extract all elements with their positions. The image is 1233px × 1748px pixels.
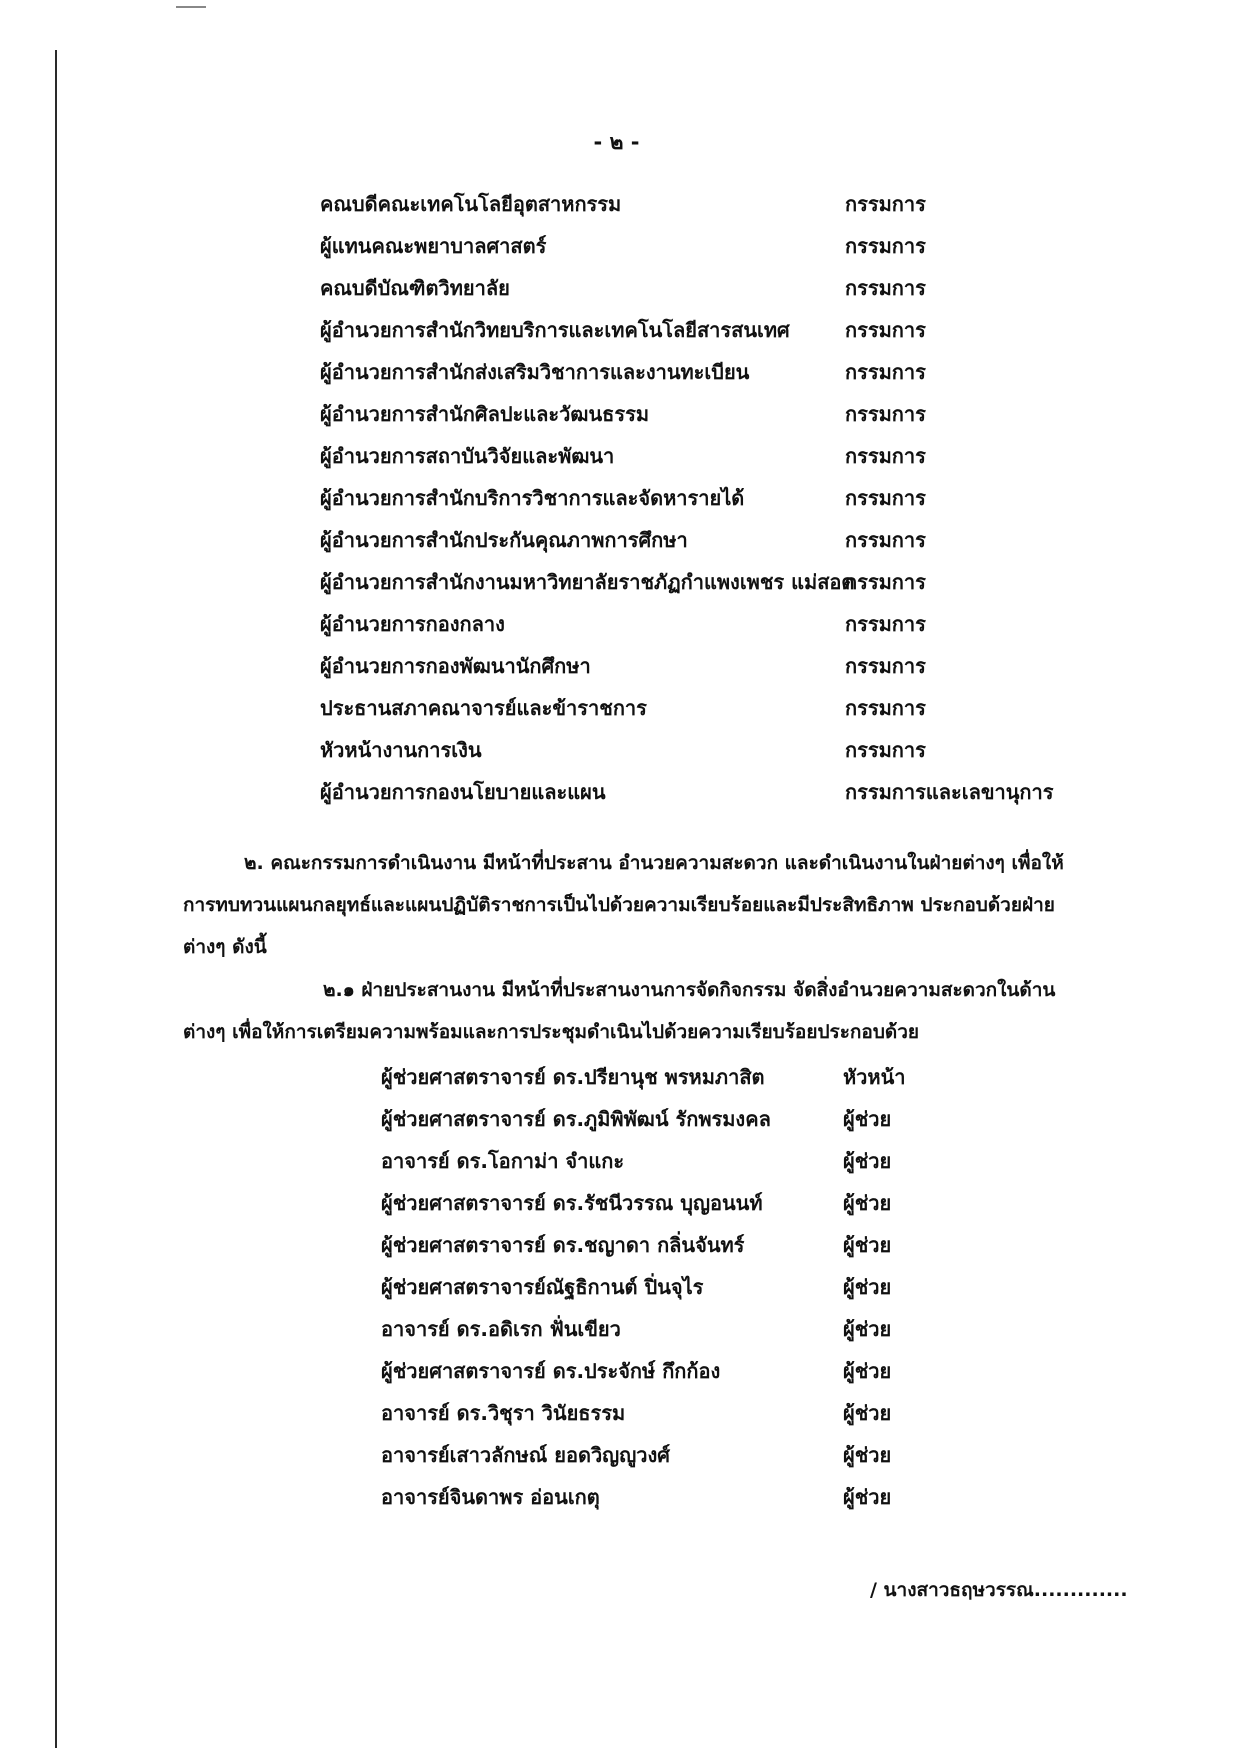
committee-row <box>0 650 1233 684</box>
committee-row <box>0 188 1233 222</box>
staff-row <box>0 1061 1233 1095</box>
staff-row <box>0 1355 1233 1389</box>
committee-member-name: หัวหน้างานการเงิน <box>320 738 482 762</box>
committee-member-name: ผู้อำนวยการสำนักงานมหาวิทยาลัยราชภัฏกำแพงเพชร แม่สอด <box>320 570 855 594</box>
staff-row <box>0 1187 1233 1221</box>
committee-row <box>0 734 1233 768</box>
staff-row <box>0 1103 1233 1137</box>
staff-role: ผู้ช่วย <box>843 1317 892 1341</box>
staff-row <box>0 1271 1233 1305</box>
staff-row <box>0 1145 1233 1179</box>
staff-name: อาจารย์จินดาพร อ่อนเกตุ <box>381 1485 600 1509</box>
committee-member-role: กรรมการและเลขานุการ <box>845 780 1054 804</box>
committee-member-role: กรรมการ <box>845 318 926 342</box>
staff-name: อาจารย์ ดร.วิชุรา วินัยธรรม <box>381 1401 626 1425</box>
committee-member-role: กรรมการ <box>845 192 926 216</box>
committee-member-role: กรรมการ <box>845 654 926 678</box>
section-2-line-1: ๒. คณะกรรมการดำเนินงาน มีหน้าที่ประสาน อำนวยความสะดวก และดำเนินงานในฝ่ายต่างๆ เพื่อให้ <box>244 852 1064 874</box>
section-2-line-2: การทบทวนแผนกลยุทธ์และแผนปฏิบัติราชการเป็นไปด้วยความเรียบร้อยและมีประสิทธิภาพ ประกอบด้วยฝ่าย <box>183 894 1055 916</box>
staff-role: หัวหน้า <box>843 1065 906 1089</box>
committee-member-name: ผู้แทนคณะพยาบาลศาสตร์ <box>320 234 547 258</box>
committee-row <box>0 272 1233 306</box>
committee-row <box>0 566 1233 600</box>
committee-member-role: กรรมการ <box>845 528 926 552</box>
staff-row <box>0 1313 1233 1347</box>
section-2-line-3: ต่างๆ ดังนี้ <box>183 936 267 958</box>
staff-role: ผู้ช่วย <box>843 1485 892 1509</box>
staff-row <box>0 1481 1233 1515</box>
committee-row <box>0 356 1233 390</box>
committee-row <box>0 398 1233 432</box>
staff-name: ผู้ช่วยศาสตราจารย์ ดร.ปรียานุช พรหมภาสิต <box>381 1065 765 1089</box>
staff-name: ผู้ช่วยศาสตราจารย์ ดร.ภูมิพิพัฒน์ รักพรมงคล <box>381 1107 771 1131</box>
committee-member-name: ผู้อำนวยการสถาบันวิจัยและพัฒนา <box>320 444 615 468</box>
committee-row <box>0 608 1233 642</box>
committee-member-role: กรรมการ <box>845 276 926 300</box>
committee-member-name: ผู้อำนวยการสำนักประกันคุณภาพการศึกษา <box>320 528 688 552</box>
staff-role: ผู้ช่วย <box>843 1401 892 1425</box>
committee-member-name: ผู้อำนวยการกองพัฒนานักศึกษา <box>320 654 591 678</box>
page-number: - ๒ - <box>593 130 640 154</box>
committee-member-name: คณบดีคณะเทคโนโลยีอุตสาหกรรม <box>320 192 622 216</box>
committee-member-name: ผู้อำนวยการสำนักศิลปะและวัฒนธรรม <box>320 402 650 426</box>
committee-member-name: ผู้อำนวยการกองนโยบายและแผน <box>320 780 606 804</box>
committee-row <box>0 692 1233 726</box>
staff-name: ผู้ช่วยศาสตราจารย์ ดร.รัชนีวรรณ บุญอนนท์ <box>381 1191 763 1215</box>
committee-member-name: ประธานสภาคณาจารย์และข้าราชการ <box>320 696 647 720</box>
staff-role: ผู้ช่วย <box>843 1149 892 1173</box>
committee-member-role: กรรมการ <box>845 696 926 720</box>
committee-member-name: ผู้อำนวยการสำนักส่งเสริมวิชาการและงานทะเบียน <box>320 360 750 384</box>
staff-role: ผู้ช่วย <box>843 1233 892 1257</box>
staff-row <box>0 1229 1233 1263</box>
staff-row <box>0 1397 1233 1431</box>
committee-member-name: คณบดีบัณฑิตวิทยาลัย <box>320 276 510 300</box>
continuation-note: / นางสาวธฤษวรรณ............. <box>870 1579 1128 1601</box>
committee-row <box>0 524 1233 558</box>
section-2-1-line-2: ต่างๆ เพื่อให้การเตรียมความพร้อมและการประชุมดำเนินไปด้วยความเรียบร้อยประกอบด้วย <box>183 1021 920 1043</box>
section-2-1-line-1: ๒.๑ ฝ่ายประสานงาน มีหน้าที่ประสานงานการจัดกิจกรรม จัดสิ่งอำนวยความสะดวกในด้าน <box>323 979 1056 1001</box>
committee-member-name: ผู้อำนวยการสำนักวิทยบริการและเทคโนโลยีสารสนเทศ <box>320 318 790 342</box>
committee-row <box>0 230 1233 264</box>
staff-name: ผู้ช่วยศาสตราจารย์ ดร.ประจักษ์ กึกก้อง <box>381 1359 721 1383</box>
committee-row <box>0 314 1233 348</box>
staff-name: อาจารย์ ดร.โอกาม่า จำแกะ <box>381 1149 625 1173</box>
committee-member-role: กรรมการ <box>845 444 926 468</box>
staff-name: ผู้ช่วยศาสตราจารย์ณัฐธิกานต์ ปิ่นจุไร <box>381 1275 704 1299</box>
committee-member-role: กรรมการ <box>845 402 926 426</box>
committee-member-name: ผู้อำนวยการสำนักบริการวิชาการและจัดหารายได้ <box>320 486 745 510</box>
staff-role: ผู้ช่วย <box>843 1107 892 1131</box>
committee-member-role: กรรมการ <box>845 234 926 258</box>
staff-role: ผู้ช่วย <box>843 1443 892 1467</box>
scan-corner-mark <box>176 6 206 8</box>
committee-member-role: กรรมการ <box>845 612 926 636</box>
staff-role: ผู้ช่วย <box>843 1359 892 1383</box>
staff-row <box>0 1439 1233 1473</box>
staff-name: อาจารย์ ดร.อดิเรก ฟั่นเขียว <box>381 1317 621 1341</box>
staff-role: ผู้ช่วย <box>843 1191 892 1215</box>
committee-member-role: กรรมการ <box>845 360 926 384</box>
committee-member-role: กรรมการ <box>845 486 926 510</box>
committee-member-role: กรรมการ <box>845 738 926 762</box>
staff-name: อาจารย์เสาวลักษณ์ ยอดวิญญูวงศ์ <box>381 1443 670 1467</box>
committee-row <box>0 440 1233 474</box>
committee-row <box>0 776 1233 810</box>
committee-member-role: กรรมการ <box>845 570 926 594</box>
staff-role: ผู้ช่วย <box>843 1275 892 1299</box>
staff-name: ผู้ช่วยศาสตราจารย์ ดร.ชญาดา กลิ่นจันทร์ <box>381 1233 745 1257</box>
committee-row <box>0 482 1233 516</box>
committee-member-name: ผู้อำนวยการกองกลาง <box>320 612 505 636</box>
